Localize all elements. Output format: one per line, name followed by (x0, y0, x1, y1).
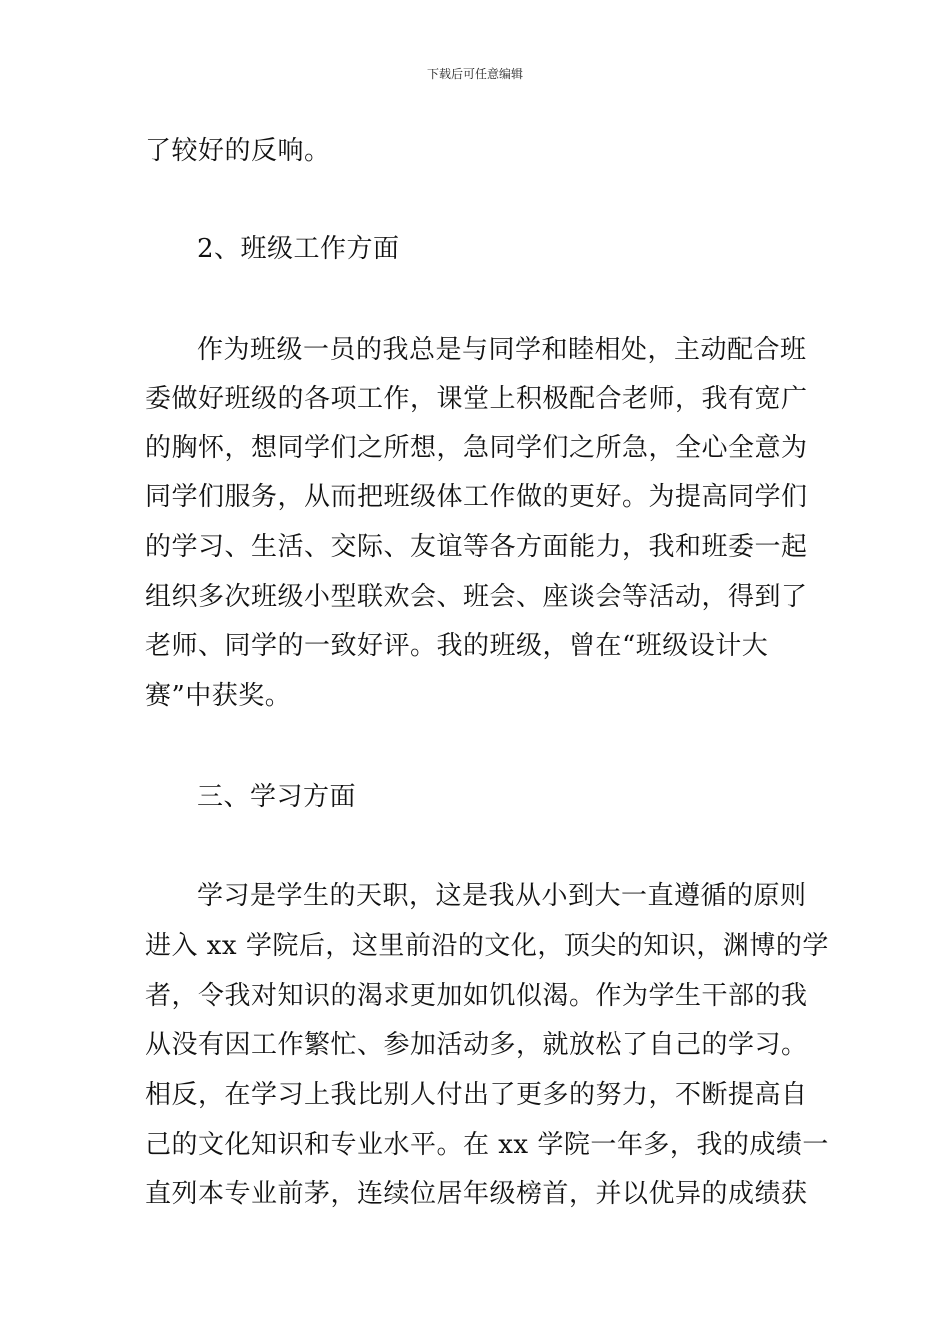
section-heading-study: 三、学习方面 (197, 782, 357, 812)
paragraph-line: 作为班级一员的我总是与同学和睦相处，主动配合班 (197, 335, 807, 365)
paragraph-line: 学习是学生的天职，这是我从小到大一直遵循的原则 (197, 881, 807, 911)
paragraph-line: 相反，在学习上我比别人付出了更多的努力，不断提高自 (145, 1080, 808, 1110)
paragraph-line: 进入 xx 学院后，这里前沿的文化，顶尖的知识，渊博的学 (145, 931, 829, 961)
paragraph-line: 者，令我对知识的渴求更加如饥似渴。作为学生干部的我 (145, 981, 808, 1011)
paragraph-line: 赛”中获奖。 (145, 681, 292, 711)
paragraph-line: 的胸怀，想同学们之所想，急同学们之所急，全心全意为 (145, 433, 808, 463)
paragraph-line: 从没有因工作繁忙、参加活动多，就放松了自己的学习。 (145, 1030, 808, 1060)
page-header: 下载后可任意编辑 (426, 67, 523, 81)
paragraph-line: 了较好的反响。 (145, 136, 331, 166)
paragraph-line: 的学习、生活、交际、友谊等各方面能力，我和班委一起 (145, 532, 808, 562)
paragraph-line: 组织多次班级小型联欢会、班会、座谈会等活动，得到了 (145, 582, 808, 612)
paragraph-line: 直列本专业前茅，连续位居年级榜首，并以优异的成绩获 (145, 1179, 808, 1209)
paragraph-line: 己的文化知识和专业水平。在 xx 学院一年多，我的成绩一 (145, 1130, 829, 1160)
paragraph-line: 委做好班级的各项工作，课堂上积极配合老师，我有宽广 (145, 384, 808, 414)
section-heading-class-work: 2、班级工作方面 (197, 234, 400, 264)
paragraph-line: 同学们服务，从而把班级体工作做的更好。为提高同学们 (145, 482, 808, 512)
paragraph-line: 老师、同学的一致好评。我的班级，曾在“班级设计大 (145, 631, 769, 661)
